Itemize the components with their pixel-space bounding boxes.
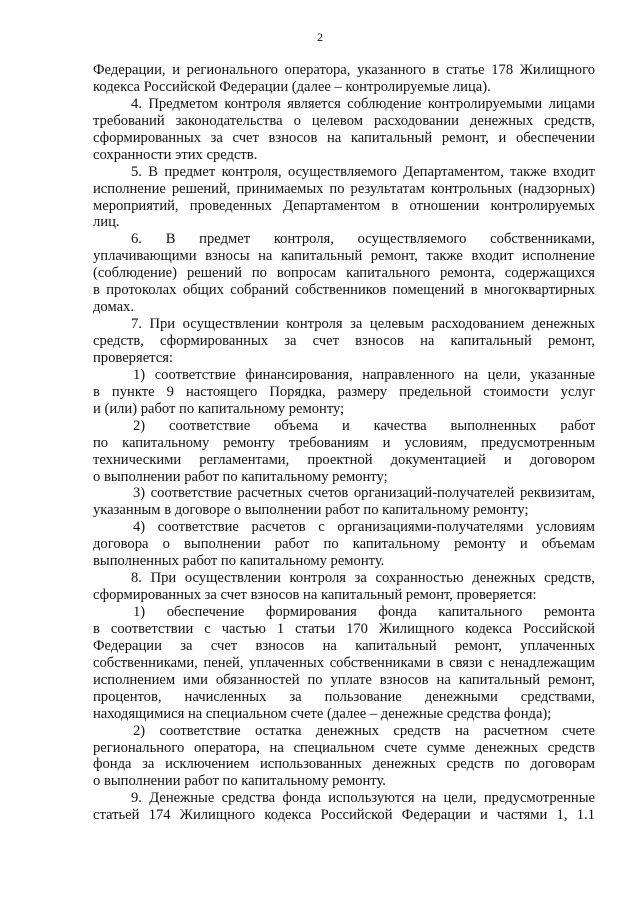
text-line: 6. В предмет контроля, осуществляемого собственниками, [131, 231, 595, 248]
text-line: регионального оператора, на специальном счете сумме денежных средств [93, 739, 595, 756]
text-line: статьей 174 Жилищного кодекса Российской Федерации и частями 1, 1.1 [93, 807, 595, 824]
text-line: техническими регламентами, проектной документацией и договором [93, 451, 595, 468]
text-line: 3) соответствие расчетных счетов организаций-получателей реквизитам, [133, 485, 595, 502]
text-line: договора о выполнении работ по капитальному ремонту и объемам [93, 536, 595, 553]
text-line: сформированных за счет взносов на капитальный ремонт, проверяется: [93, 587, 537, 604]
text-line: Федерации за счет взносов на капитальный ремонт, уплаченных [93, 637, 595, 654]
text-line: 1) соответствие финансирования, направленного на цели, указанные [133, 366, 595, 383]
text-line: лиц. [93, 214, 120, 231]
document-body [93, 62, 595, 824]
text-line: процентов, начисленных за пользование денежными средствами, [93, 688, 595, 705]
text-line: находящимися на специальном счете (далее – денежные средства фонда); [93, 705, 552, 722]
text-line: о выполнении работ по капитальному ремонту. [93, 773, 386, 790]
text-line: в соответствии с частью 1 статьи 170 Жилищного кодекса Российской [93, 620, 595, 637]
text-line: сохранности этих средств. [93, 146, 258, 163]
text-line: выполненных работ по капитальному ремонту. [93, 553, 385, 570]
text-line: (соблюдение) решений по вопросам капитального ремонта, содержащихся [93, 265, 595, 282]
text-line: указанным в договоре о выполнении работ по капитальному ремонту; [93, 502, 529, 519]
text-line: Федерации, и регионального оператора, указанного в статье 178 Жилищного [93, 62, 595, 78]
text-line: домах. [93, 299, 135, 316]
text-line: в пункте 9 настоящего Порядка, размеру предельной стоимости услуг [93, 383, 595, 400]
text-line: исполнением ими обязанностей по уплате взносов на капитальный ремонт, [93, 671, 595, 688]
text-line: в протоколах общих собраний собственников помещений в многоквартирных [93, 282, 595, 299]
text-line: и (или) работ по капитальному ремонту; [93, 400, 345, 417]
text-line: проверяется: [93, 349, 173, 366]
text-line: о выполнении работ по капитальному ремонту; [93, 468, 388, 485]
text-line: 2) соответствие объема и качества выполненных работ [133, 417, 595, 434]
text-line: 8. При осуществлении контроля за сохранностью денежных средств, [131, 570, 595, 587]
text-line: 5. В предмет контроля, осуществляемого Департаментом, также входит [131, 163, 595, 180]
text-line: кодекса Российской Федерации (далее – контролируемые лица). [93, 78, 491, 95]
text-line: 2) соответствие остатка денежных средств на расчетном счете [133, 722, 595, 739]
text-line: средств, сформированных за счет взносов на капитальный ремонт, [93, 333, 595, 349]
text-line: 1) обеспечение формирования фонда капитального ремонта [133, 604, 595, 620]
text-line: мероприятий, проведенных Департаментом в отношении контролируемых [93, 197, 595, 214]
text-line: 4) соответствие расчетов с организациями-получателями условиям [133, 519, 595, 536]
text-line: уплачивающими взносы на капитальный ремонт, также входит исполнение [93, 248, 595, 265]
text-line: 7. При осуществлении контроля за целевым расходованием денежных [131, 316, 595, 333]
text-line: сформированных за счет взносов на капитальный ремонт, и обеспечении [93, 129, 595, 146]
text-line: требований законодательства о целевом расходовании денежных средств, [93, 112, 595, 129]
text-line: фонда за исключением использованных денежных средств по договорам [93, 756, 595, 773]
text-line: исполнение решений, принимаемых по результатам контрольных (надзорных) [93, 180, 595, 197]
text-line: 9. Денежные средства фонда используются на цели, предусмотренные [131, 790, 595, 807]
page-number: 2 [317, 30, 323, 44]
text-line: 4. Предметом контроля является соблюдение контролируемыми лицами [131, 95, 595, 112]
text-line: собственниками, пеней, уплаченных собственниками в связи с ненадлежащим [93, 654, 595, 671]
text-line: по капитальному ремонту требованиям и условиям, предусмотренным [93, 434, 595, 451]
